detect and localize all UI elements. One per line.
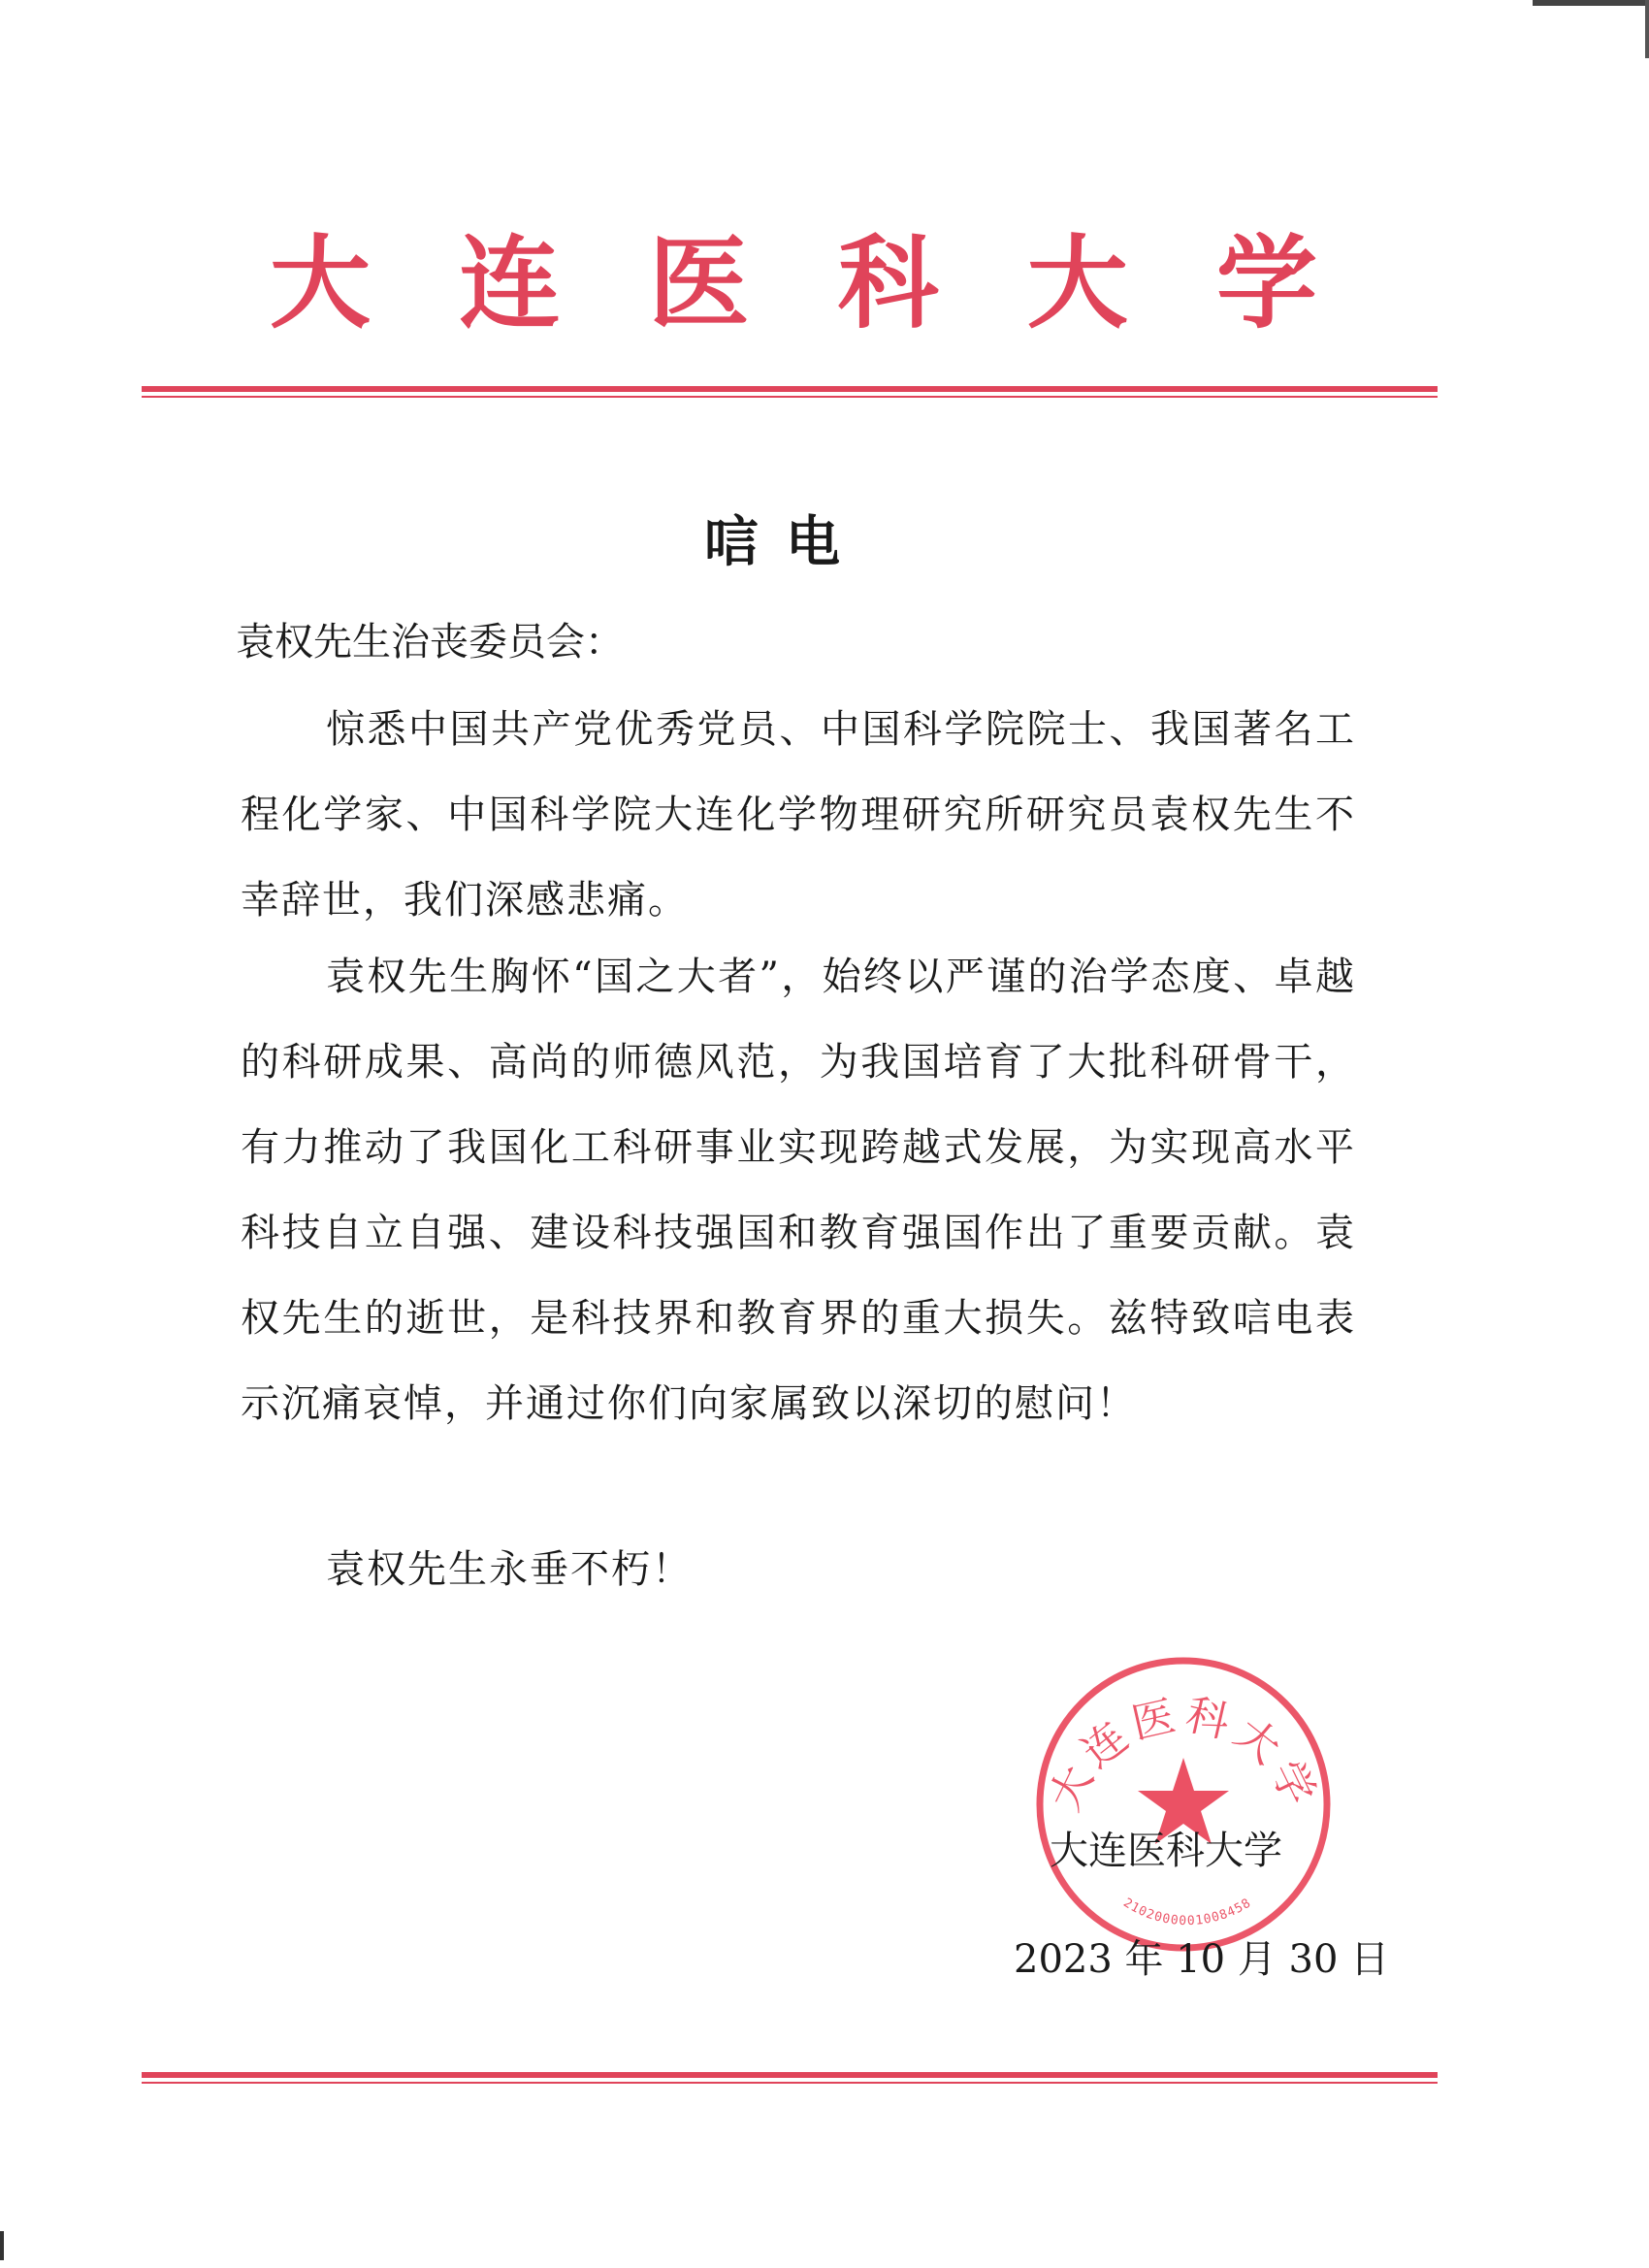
- seal-serial: 2102000001008458: [1120, 1895, 1254, 1929]
- document-title: 唁电: [704, 510, 867, 574]
- letterhead-char: 医: [648, 223, 750, 342]
- letterhead-char: 大: [270, 223, 372, 342]
- letterhead-char: 学: [1215, 223, 1317, 342]
- closing-line: 袁权先生永垂不朽！: [326, 1547, 693, 1592]
- letterhead-divider: [142, 386, 1438, 398]
- footer-divider: [142, 2072, 1438, 2084]
- letterhead-char: 科: [837, 223, 939, 342]
- seal-text: 大连医科大学: [1040, 1690, 1327, 1819]
- letterhead-title: [270, 225, 1317, 341]
- official-seal: [1028, 1649, 1339, 1960]
- letterhead-char: 大: [1026, 223, 1128, 342]
- letterhead-char: 连: [459, 223, 561, 342]
- scan-edge-mark: [1533, 0, 1649, 6]
- svg-text:2102000001008458: [1120, 1895, 1254, 1928]
- body-paragraph: 惊悉中国共产党优秀党员、中国科学院院士、我国著名工程化学家、中国科学院大连化学物理研究所研究员袁权先生不幸辞世，我们深感悲痛。: [241, 707, 1356, 923]
- letter-date: 2023 年 10 月 30 日: [1014, 1937, 1390, 1982]
- body-paragraph: 袁权先生胸怀“国之大者”，始终以严谨的治学态度、卓越的科研成果、高尚的师德风范，为我国培育了大批科研骨干，有力推动了我国化工科研事业实现跨越式发展，为实现高水平科技自立自强、建设科技强国和教育强国作出了重要贡献。袁权先生的逝世，是科技界和教育界的重大损失。兹特致唁电表示沉痛哀悼，并通过你们向家属致以深切的慰问！: [241, 955, 1356, 1426]
- scan-edge-mark-right: [1645, 0, 1649, 58]
- signature: 大连医科大学: [1050, 1829, 1282, 1873]
- salutation: 袁权先生治丧委员会：: [236, 620, 624, 664]
- scan-corner-mark: [0, 2231, 4, 2260]
